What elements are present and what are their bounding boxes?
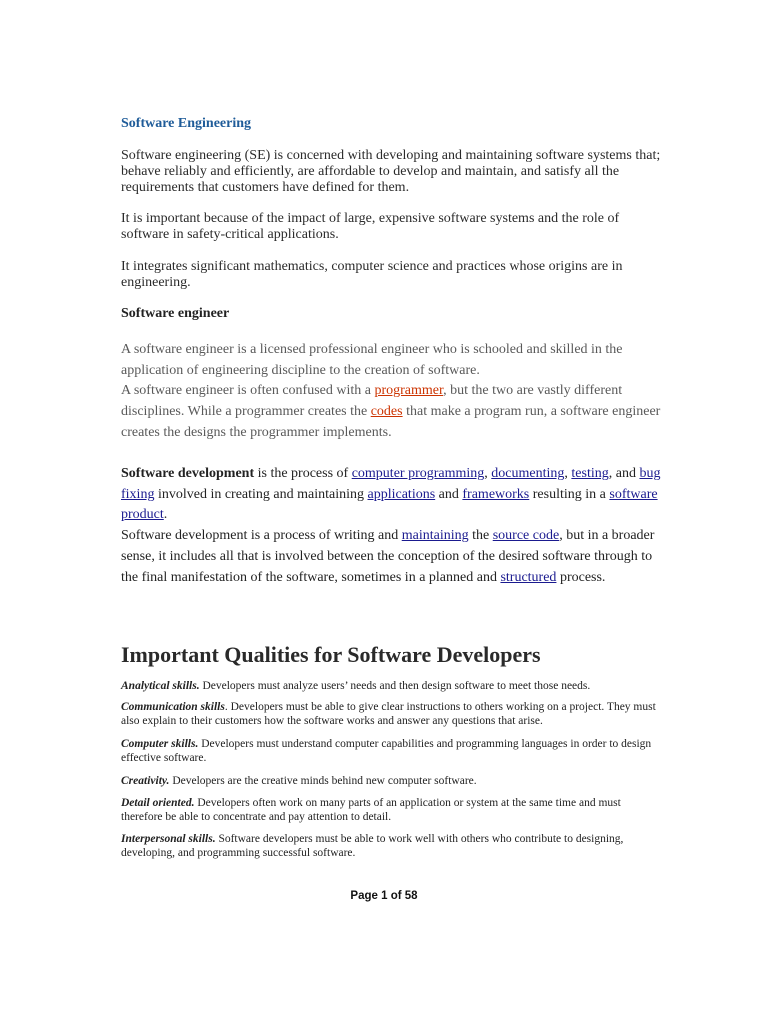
page-number: 1 <box>381 890 388 902</box>
engineer-heading: Software engineer <box>121 306 230 321</box>
engineer-sentence-2a: A software engineer is often confused with a <box>121 383 375 399</box>
section-heading: Software Engineering <box>121 116 252 131</box>
link-programmer[interactable]: programmer <box>374 383 444 399</box>
paragraph-importance: It is important because of the impact of large, expensive software systems and the role of software in safety-critical applications. <box>121 211 620 242</box>
link-applications[interactable]: applications <box>367 486 436 502</box>
page-label: Page <box>350 890 382 902</box>
link-source-code[interactable]: source code <box>492 528 560 544</box>
dev-text: Software development is a process of writing and <box>121 528 402 544</box>
development-paragraph <box>121 464 661 588</box>
page-footer <box>0 890 768 902</box>
quality-term: Detail oriented. <box>121 797 195 809</box>
dev-text: , <box>564 466 572 481</box>
quality-item <box>121 832 661 860</box>
quality-text: Developers must understand computer capabilities and programming languages in order to design effective software. <box>121 738 652 764</box>
paragraph-definition: Software engineering (SE) is concerned with developing and maintaining software systems that; behave reliably and efficiently, are affordable to develop and maintain, and satisfy all the requirements that customers have defined for them. <box>121 148 661 195</box>
dev-text: the <box>468 528 493 544</box>
quality-text: . Developers must be able to give clear instructions to others working on a project. They must also explain to their customers how the software works and answer any questions that arise. <box>121 701 656 727</box>
dev-text: . <box>163 507 168 523</box>
quality-item <box>121 679 661 693</box>
dev-text: and <box>435 486 463 502</box>
link-computer-programming[interactable]: computer programming <box>351 466 485 481</box>
page-of: of <box>387 890 405 902</box>
link-codes[interactable]: codes <box>370 404 403 420</box>
quality-term: Interpersonal skills. <box>121 833 216 845</box>
qualities-heading: Important Qualities for Software Developers <box>121 642 541 667</box>
page-total: 58 <box>404 890 418 902</box>
quality-text: Developers are the creative minds behind new computer software. <box>169 775 477 787</box>
quality-term: Communication skills <box>121 701 225 713</box>
quality-text: Developers often work on many parts of an application or system at the same time and must therefore be able to concentrate and pay attention to detail. <box>121 797 621 823</box>
link-maintaining[interactable]: maintaining <box>401 528 469 544</box>
engineer-paragraph <box>121 340 661 444</box>
link-frameworks[interactable]: frameworks <box>462 486 530 502</box>
engineer-sentence-2c: that make a program run, a software engineer creates the designs the programmer implements. <box>121 404 661 440</box>
link-testing[interactable]: testing <box>571 466 609 481</box>
quality-item <box>121 737 661 765</box>
link-bug-fixing[interactable]: bug fixing <box>121 466 661 502</box>
dev-text: , and <box>608 466 640 481</box>
link-documenting[interactable]: documenting <box>491 466 565 481</box>
quality-text: Developers must analyze users’ needs and then design software to meet those needs. <box>199 680 591 692</box>
quality-term: Creativity. <box>121 775 170 787</box>
quality-item <box>121 700 661 728</box>
dev-text: is the process of <box>254 466 352 481</box>
dev-text: resulting in a <box>529 486 610 502</box>
quality-term: Computer skills. <box>121 738 199 750</box>
quality-term: Analytical skills. <box>121 680 200 692</box>
quality-item <box>121 774 661 788</box>
quality-item <box>121 796 661 824</box>
dev-text: process. <box>556 569 606 585</box>
dev-text: , <box>484 466 492 481</box>
engineer-sentence-2b: , but the two are vastly different disciplines. While a programmer creates the <box>121 383 623 420</box>
link-structured[interactable]: structured <box>500 569 557 585</box>
link-software-product[interactable]: software product <box>121 486 658 523</box>
paragraph-integration: It integrates significant mathematics, computer science and practices whose origins are in engineering. <box>121 259 623 290</box>
development-term: Software development <box>121 466 255 481</box>
quality-text: Software developers must be able to work well with others who contribute to designing, developing, and programming successful software. <box>121 833 624 859</box>
dev-text: involved in creating and maintaining <box>154 486 368 502</box>
engineer-sentence-1: A software engineer is a licensed professional engineer who is schooled and skilled in the application of engineering discipline to the creation of software. <box>121 342 623 378</box>
dev-text: , but in a broader sense, it includes all that is involved between the conception of the desired software through to the final manifestation of the software, sometimes in a planned and <box>121 528 655 585</box>
